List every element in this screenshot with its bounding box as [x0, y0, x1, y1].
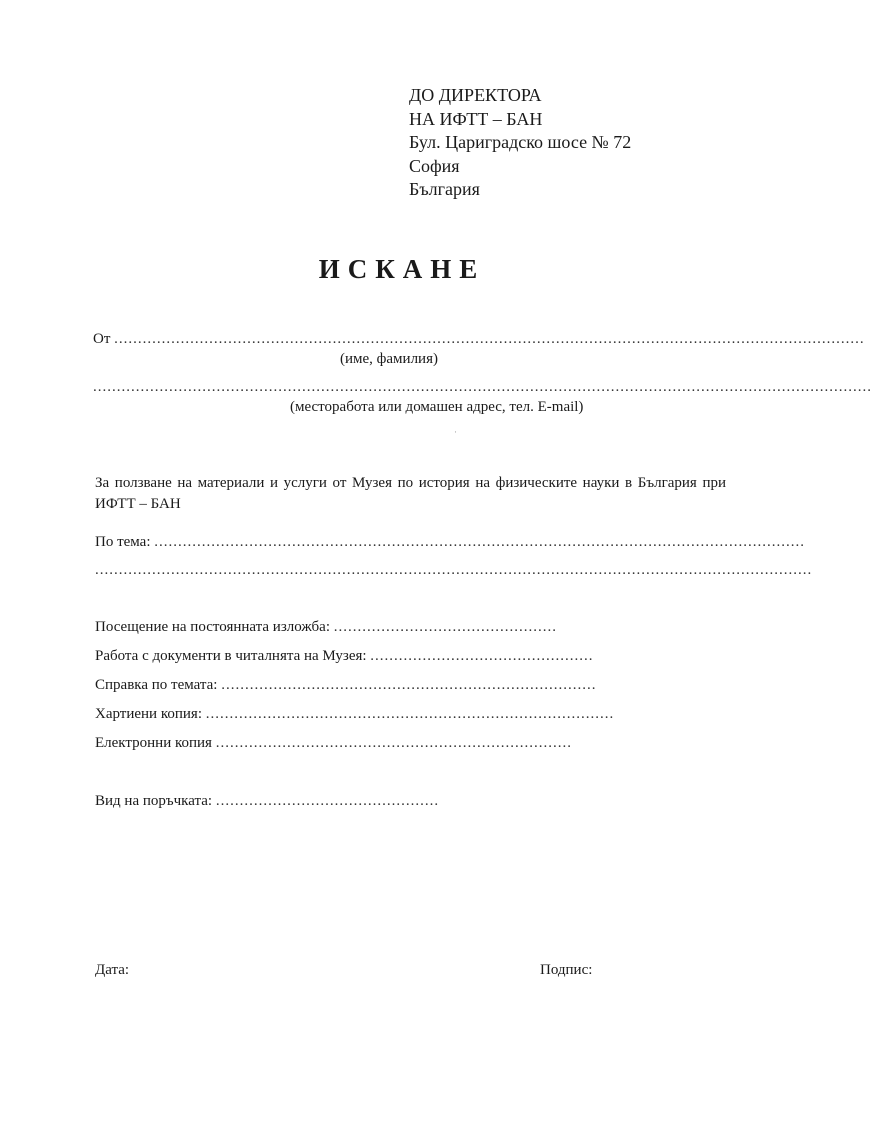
- purpose-paragraph: За ползване на материали и услуги от Музея по история на физическите науки в България при ИФТТ – БАН: [95, 475, 726, 512]
- recipient-address: [409, 84, 631, 202]
- from-name-field[interactable]: [93, 331, 865, 348]
- topic-field[interactable]: [95, 534, 806, 551]
- order-type-dots: ...............................................: [215, 793, 440, 809]
- recipient-line-1: ДО ДИРЕКТОРА: [409, 85, 542, 105]
- topic-continuation-dots: .......................................................................................................................................................: [95, 562, 813, 578]
- service-reading-room-dots: ...............................................: [370, 648, 594, 664]
- service-paper-copies-field[interactable]: [95, 706, 615, 723]
- service-reading-room-label: Работа с документи в читалнята на Музея:: [95, 648, 367, 664]
- service-reference-label: Справка по темата:: [95, 677, 218, 693]
- date-label: Дата:: [95, 962, 130, 978]
- from-address-field[interactable]: [93, 379, 872, 396]
- order-type-label: Вид на поръчката:: [95, 793, 213, 809]
- signature-label: Подпис:: [540, 962, 593, 978]
- recipient-line-3: Бул. Цариградско шосе № 72: [409, 132, 632, 153]
- topic-dots: .........................................................................................................................................: [154, 534, 806, 550]
- from-address-dots: ....................................................................................................................................................................: [93, 379, 872, 395]
- service-reference-dots: ...............................................................................: [221, 677, 597, 693]
- service-electronic-copies-dots: ...........................................................................: [215, 735, 572, 751]
- recipient-line-2: НА ИФТТ – БАН: [409, 108, 543, 129]
- service-paper-copies-label: Хартиени копия:: [95, 706, 202, 722]
- service-reading-room-field[interactable]: [95, 648, 594, 665]
- scan-speck: ·: [454, 427, 457, 437]
- name-caption: (име, фамилия): [340, 351, 438, 367]
- service-exhibition-dots: ...............................................: [333, 619, 557, 635]
- order-type-field[interactable]: [95, 793, 440, 810]
- service-exhibition-field[interactable]: [95, 619, 570, 636]
- service-exhibition-label: Посещение на постоянната изложба:: [95, 619, 330, 635]
- recipient-line-5: България: [409, 179, 480, 200]
- service-paper-copies-dots: ......................................................................................: [205, 706, 615, 722]
- topic-continuation-field[interactable]: [95, 562, 813, 579]
- recipient-line-4: София: [409, 155, 460, 176]
- service-electronic-copies-field[interactable]: [95, 735, 572, 752]
- service-electronic-copies-label: Електронни копия: [95, 735, 212, 751]
- from-name-dots: ..............................................................................................................................................................: [114, 331, 865, 347]
- service-reference-field[interactable]: [95, 677, 597, 694]
- document-title: ИСКАНЕ: [318, 254, 486, 284]
- topic-label: По тема:: [95, 534, 151, 550]
- from-label: От: [93, 331, 111, 347]
- address-caption: (месторабота или домашен адрес, тел. E-mail): [290, 399, 584, 415]
